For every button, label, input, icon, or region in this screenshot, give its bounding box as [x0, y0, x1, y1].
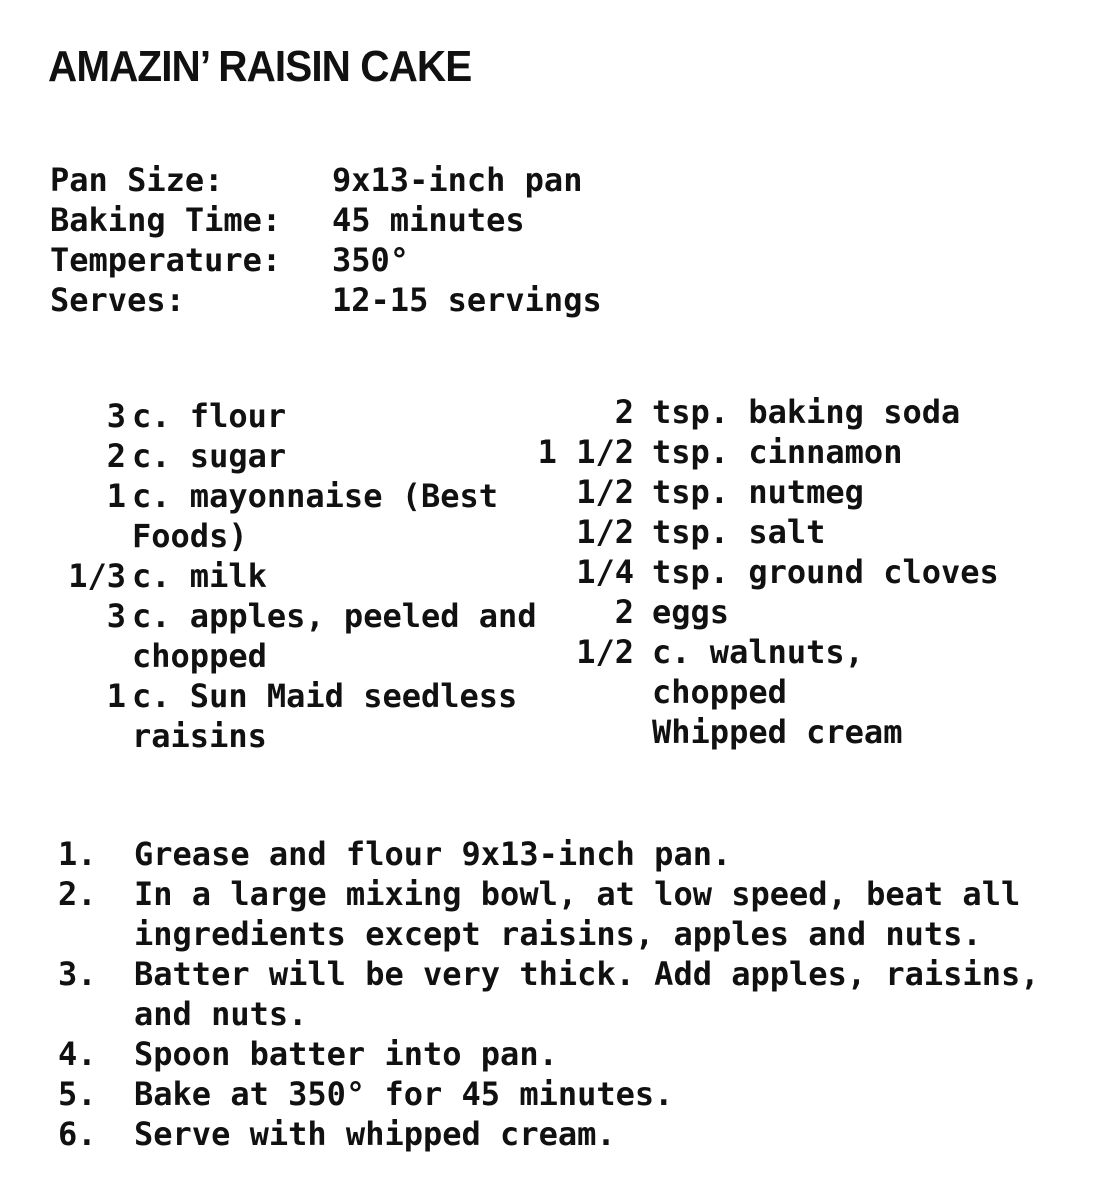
- step-text: and nuts.: [134, 995, 308, 1033]
- info-value: 45 minutes: [332, 201, 525, 239]
- info-label: Baking Time:: [50, 201, 282, 239]
- ingredient-qty: 1/3: [68, 557, 126, 595]
- info-value: 9x13-inch pan: [332, 161, 583, 199]
- ingredient-qty: 1: [106, 677, 126, 715]
- ingredient-text: c. Sun Maid seedless: [132, 677, 518, 715]
- info-label: Pan Size:: [50, 161, 224, 199]
- ingredient-qty: 2: [106, 437, 126, 475]
- ingredient-qty: 1/2: [576, 633, 634, 671]
- ingredient-qty: 2: [614, 593, 634, 631]
- info-label: Serves:: [50, 281, 185, 319]
- ingredient-qty: 1/2: [576, 473, 634, 511]
- ingredient-text: tsp. baking soda: [652, 393, 961, 431]
- ingredient-text: Whipped cream: [652, 713, 903, 751]
- ingredient-text: c. mayonnaise (Best: [132, 477, 499, 515]
- step-text: In a large mixing bowl, at low speed, beat all: [134, 875, 1021, 913]
- step-text: Serve with whipped cream.: [134, 1115, 616, 1153]
- step-number: 6.: [58, 1115, 97, 1153]
- ingredient-text: c. sugar: [132, 437, 287, 475]
- ingredient-qty: 2: [614, 393, 634, 431]
- ingredient-qty: 3: [106, 397, 126, 435]
- step-text: Batter will be very thick. Add apples, raisins,: [134, 955, 1040, 993]
- info-value: 12-15 servings: [332, 281, 602, 319]
- step-text: Spoon batter into pan.: [134, 1035, 558, 1073]
- ingredient-text: chopped: [132, 637, 267, 675]
- step-number: 3.: [58, 955, 97, 993]
- ingredient-text: Foods): [132, 517, 248, 555]
- ingredient-text: tsp. cinnamon: [652, 433, 903, 471]
- ingredient-qty: 1: [106, 477, 126, 515]
- ingredient-text: chopped: [652, 673, 787, 711]
- ingredient-text: c. flour: [132, 397, 287, 435]
- ingredient-text: tsp. nutmeg: [652, 473, 864, 511]
- info-value: 350°: [332, 241, 410, 279]
- ingredient-qty: 1/4: [576, 553, 634, 591]
- step-text: ingredients except raisins, apples and nuts.: [134, 915, 982, 953]
- step-number: 4.: [58, 1035, 97, 1073]
- ingredient-text: c. milk: [132, 557, 267, 595]
- ingredient-text: tsp. ground cloves: [652, 553, 999, 591]
- ingredient-qty: 1/2: [576, 513, 634, 551]
- ingredient-text: tsp. salt: [652, 513, 826, 551]
- step-text: Grease and flour 9x13-inch pan.: [134, 835, 732, 873]
- ingredient-qty: 1 1/2: [537, 433, 634, 471]
- step-text: Bake at 350° for 45 minutes.: [134, 1075, 674, 1113]
- recipe-title: AMAZIN’ RAISIN CAKE: [48, 42, 472, 91]
- ingredient-text: c. apples, peeled and: [132, 597, 537, 635]
- ingredient-qty: 3: [106, 597, 126, 635]
- ingredient-text: eggs: [652, 593, 730, 631]
- step-number: 1.: [58, 835, 97, 873]
- ingredient-text: raisins: [132, 717, 267, 755]
- ingredient-text: c. walnuts,: [652, 633, 864, 671]
- step-number: 5.: [58, 1075, 97, 1113]
- info-label: Temperature:: [50, 241, 282, 279]
- step-number: 2.: [58, 875, 97, 913]
